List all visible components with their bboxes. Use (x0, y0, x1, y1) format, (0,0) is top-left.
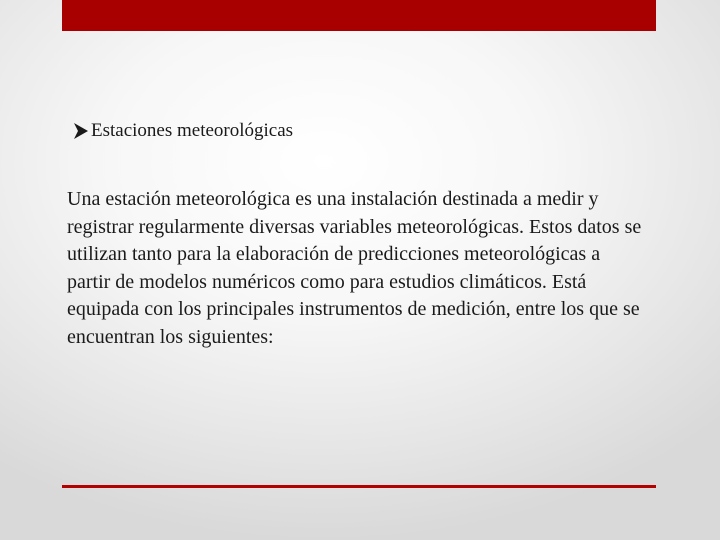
bottom-divider (62, 485, 656, 488)
arrow-bullet-icon (73, 121, 89, 141)
body-paragraph: Una estación meteorológica es una instalación destinada a medir y registrar regularmente diversas variables meteorológicas. Estos datos se utilizan tanto para la elaboración de predicciones meteorológicas a partir de modelos numéricos como para estudios climáticos. Está equipada con los principales instrumentos de medición, entre los que se encuentran los siguientes: (67, 188, 642, 348)
heading-text: Estaciones meteorológicas (91, 120, 294, 141)
bullet-heading (73, 119, 293, 143)
top-accent-bar (62, 0, 656, 31)
